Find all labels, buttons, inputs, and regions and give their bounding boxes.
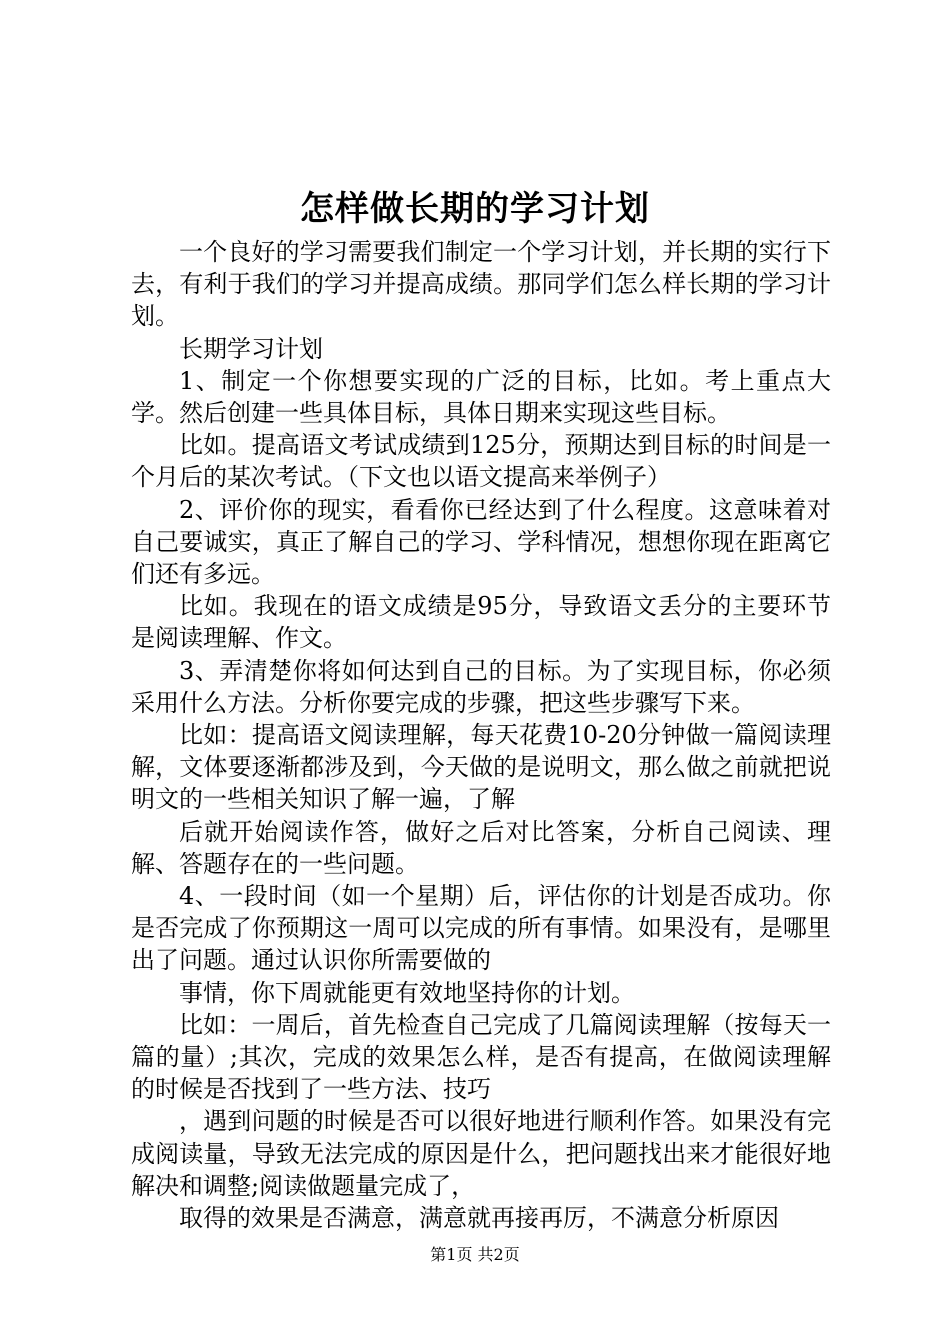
section-heading: 长期学习计划 — [179, 334, 323, 363]
paragraph: 后就开始阅读作答，做好之后对比答案，分析自己阅读、理解、答题存在的一些问题。 — [131, 817, 831, 878]
paragraph: 1、制定一个你想要实现的广泛的目标，比如。考上重点大学。然后创建一些具体目标，具体日期来实现这些目标。 — [131, 366, 831, 428]
paragraph: 比如：一周后，首先检查自己完成了几篇阅读理解（按每天一篇的量）;其次，完成的效果怎么样，是否有提高，在做阅读理解的时候是否找到了一些方法、技巧 — [131, 1010, 831, 1104]
paragraph: 事情，你下周就能更有效地坚持你的计划。 — [179, 978, 635, 1007]
paragraph: 比如。提高语文考试成绩到125分，预期达到目标的时间是一个月后的某次考试。（下文也以语文提高来举例子） — [131, 431, 831, 492]
paragraph: 3、弄清楚你将如何达到自己的目标。为了实现目标，你必须采用什么方法。分析你要完成的步骤，把这些步骤写下来。 — [131, 656, 831, 717]
page-number-footer: 第1页 共2页 — [430, 1245, 520, 1264]
paragraph: 4、一段时间（如一个星期）后，评估你的计划是否成功。你是否完成了你预期这一周可以完成的所有事情。如果没有，是哪里出了问题。通过认识你所需要做的 — [131, 882, 831, 975]
paragraph: 一个良好的学习需要我们制定一个学习计划，并长期的实行下去，有利于我们的学习并提高成绩。那同学们怎么样长期的学习计划。 — [131, 238, 831, 331]
paragraph: 2、评价你的现实，看看你已经达到了什么程度。这意味着对自己要诚实，真正了解自己的学习、学科情况，想想你现在距离它们还有多远。 — [131, 495, 831, 589]
document-title: 怎样做长期的学习计划 — [300, 189, 650, 229]
paragraph: 取得的效果是否满意，满意就再接再厉，不满意分析原因 — [179, 1204, 779, 1233]
paragraph: 比如：提高语文阅读理解，每天花费10-20分钟做一篇阅读理解，文体要逐渐都涉及到，今天做的是说明文，那么做之前就把说明文的一些相关知识了解一遍，了解 — [131, 721, 831, 814]
document-body — [131, 236, 831, 1234]
paragraph: 比如。我现在的语文成绩是95分，导致语文丢分的主要环节是阅读理解、作文。 — [131, 592, 831, 653]
paragraph: ，遇到问题的时候是否可以很好地进行顺利作答。如果没有完成阅读量，导致无法完成的原因是什么，把问题找出来才能很好地解决和调整;阅读做题量完成了， — [131, 1107, 831, 1200]
